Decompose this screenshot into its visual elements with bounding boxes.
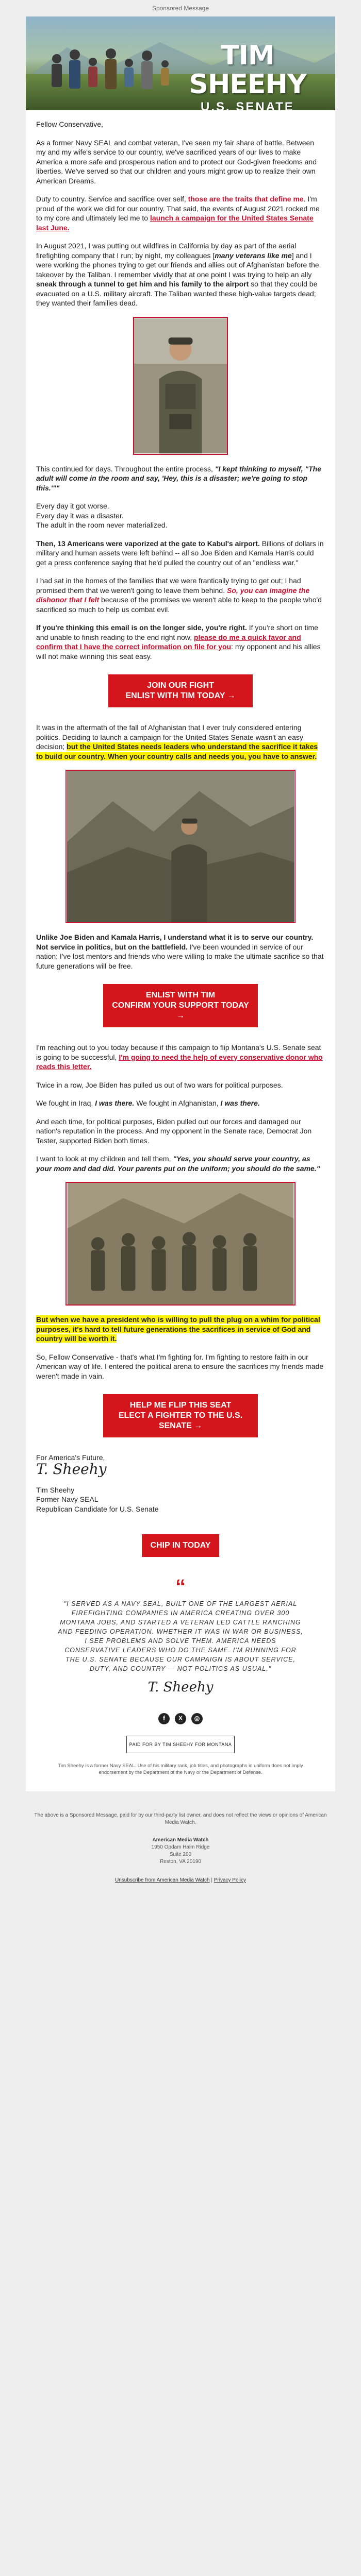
highlight: But when we have a president who is willing to pull the plug on a whim for political purposes, it's hard to tell future generations the sacrifices in service of God and country will be worth it.	[36, 1315, 320, 1343]
office-subtitle: U.S. SENATE	[201, 100, 294, 110]
text: We fought in Iraq,	[36, 1099, 95, 1107]
paragraph	[36, 623, 325, 661]
text: We fought in Afghanistan,	[134, 1099, 221, 1107]
instagram-icon[interactable]: ◎	[191, 1713, 203, 1724]
highlight: but the United States needs leaders who understand the sacrifice it takes to build our country. When your country calls and needs you, you have to answer.	[36, 742, 318, 760]
paragraph	[36, 194, 325, 232]
button-label: JOIN OUR FIGHT	[147, 681, 214, 690]
chip-in-button[interactable]	[142, 1534, 219, 1557]
paragraph	[36, 464, 325, 493]
join-fight-button[interactable]	[108, 674, 253, 707]
unsubscribe-link[interactable]: Unsubscribe from American Media Watch	[115, 1877, 210, 1883]
text: : my opponent and his allies will not make winning this seat easy.	[36, 642, 321, 660]
address-line: Reston, VA 20190	[160, 1859, 201, 1865]
paragraph	[36, 539, 325, 568]
text: because of the promises we weren't able to keep to the people who'd sacrificed so much to help us combat evil.	[36, 596, 322, 614]
mountain-soldier-photo	[65, 770, 296, 923]
company-name: American Media Watch	[152, 1837, 209, 1843]
signer-title: Former Navy SEAL	[36, 1495, 99, 1503]
text: Billions of dollars in military and human assets were left behind -- all so Joe Biden and Kamala Harris could get a press conference saying that he'd pulled the country out of an "endless war."	[36, 539, 324, 567]
squad-photo	[65, 1182, 296, 1306]
donor-help-link[interactable]: I'm going to need the help of every conservative donor who reads this letter.	[36, 1053, 323, 1071]
disclaimer: Tim Sheehy is a former Navy SEAL. Use of his military rank, job titles, and photographs in uniform does not imply endorsement by the Department of the Navy or the Department of Defense.	[58, 1763, 303, 1775]
address-line: Suite 200	[169, 1852, 192, 1857]
paragraph	[36, 241, 325, 308]
facebook-icon[interactable]: f	[158, 1713, 170, 1724]
paragraph: Twice in a row, Joe Biden has pulled us out of two wars for political purposes.	[36, 1080, 283, 1089]
paragraph: And each time, for political purposes, Biden pulled out our forces and damaged our nation's reputation in the process. And my opponent in the Senate race, Democrat Jon Tester, supported Biden both times.	[36, 1117, 312, 1145]
sponsor-note: The above is a Sponsored Message, paid for by our third-party list owner, and does not reflect the views or opinions of American Media Watch.	[34, 1812, 327, 1825]
sponsored-label: Sponsored Message	[152, 5, 209, 12]
confirm-info-link[interactable]: please do me a quick favor and confirm that I have the correct information on file for you	[36, 633, 301, 651]
emphasis: "I kept thinking to myself, "The adult will come in the room and say, 'Hey, this is a disaster; we're going to stop this.'""	[36, 464, 322, 492]
emphasis: If you're thinking this email is on the longer side, you're right.	[36, 623, 247, 632]
company-address	[0, 1837, 361, 1866]
text: Every day it got worse.	[36, 502, 109, 510]
emphasis: sneak through a tunnel to get him and his family to the airport	[36, 280, 249, 288]
quote-signature: T. Sheehy	[147, 1680, 214, 1695]
text: I had sat in the homes of the families that we were frantically trying to get out; I had promised them that we weren't going to leave them behind.	[36, 577, 301, 595]
candidate-name: TIM SHEEHY	[189, 40, 306, 100]
text: . I'm proud of the work we did for our country. That said, the events of August 2021 rocked me to my core and ultimately led me to	[36, 195, 320, 222]
footer	[0, 1812, 361, 1884]
privacy-policy-link[interactable]: Privacy Policy	[214, 1877, 246, 1883]
signer-name: Tim Sheehy	[36, 1485, 75, 1494]
enlist-button[interactable]	[103, 984, 258, 1027]
text: Duty to country. Service and sacrifice over self,	[36, 195, 188, 203]
paragraph	[36, 1154, 325, 1173]
text: This continued for days. Throughout the entire process,	[36, 464, 215, 473]
paragraph	[36, 501, 325, 530]
campaign-link[interactable]: launch a campaign for the United States Senate last June.	[36, 214, 314, 232]
paragraph	[36, 1043, 325, 1072]
separator: |	[209, 1877, 214, 1883]
email-body	[26, 16, 335, 1791]
quote-mark-icon: “	[175, 1575, 186, 1598]
letter-content	[26, 110, 335, 1791]
flip-seat-button[interactable]	[103, 1394, 258, 1437]
soldier-photo	[133, 317, 228, 455]
text: In August 2021, I was putting out wildfires in California by day as part of the aerial firefighting company that I run; by night, my colleagues [	[36, 242, 297, 260]
text: It was in the aftermath of the fall of Afghanistan that I ever truly considered entering politics. Deciding to launch a campaign for the United States Senate wasn't an easy decision;	[36, 723, 303, 751]
paragraph	[36, 1098, 325, 1108]
candidate-quote: "I SERVED AS A NAVY SEAL, BUILT ONE OF THE LARGEST AERIAL FIREFIGHTING COMPANIES IN AMERICA CREATING OVER 300 MONTANA JOBS, AND STARTED A VETERAN LED CATTLE RANCHING AND FEEDING OPERATION. WHETHER IT WAS IN WAR OR BUSINESS, I SEE PROBLEMS AND SOLVE THEM. AMERICA NEEDS CONSERVATIVE LEADERS WHO DO THE SAME. I'M RUNNING FOR THE U.S. SENATE BECAUSE OUR CAMPAIGN IS ABOUT SERVICE, DUTY, AND COUNTRY — NOT POLITICS AS USUAL."	[58, 1600, 303, 1672]
text: ] and I were working the phones trying to get our friends and allies out of Afghanistan before the takeover by the Taliban. I remember vividly that at one point I was trying to help an ally	[36, 251, 319, 279]
emphasis: I was there.	[220, 1099, 260, 1107]
text: If you're short on time and unable to finish reading to the end right now,	[36, 623, 318, 641]
quote-box	[57, 1575, 304, 1695]
greeting: Fellow Conservative,	[36, 120, 103, 128]
paragraph	[36, 933, 325, 971]
paid-for-box: PAID FOR BY TIM SHEEHY FOR MONTANA	[126, 1736, 235, 1754]
button-label: ENLIST WITH TIM	[145, 991, 216, 999]
paragraph	[36, 576, 325, 614]
button-label: HELP ME FLIP THIS SEAT	[129, 1401, 232, 1410]
text: I want to look at my children and tell them,	[36, 1155, 173, 1163]
family-photo	[41, 38, 180, 100]
x-icon[interactable]: X	[175, 1713, 186, 1724]
text: The adult in the room never materialized.	[36, 521, 168, 529]
text: Every day it was a disaster.	[36, 511, 124, 520]
banner-title	[175, 41, 320, 110]
signature: T. Sheehy	[36, 1460, 107, 1478]
button-label: ENLIST WITH TIM TODAY →	[125, 691, 236, 700]
text: I'm reaching out to you today because if this campaign to flip Montana's U.S. Senate seat is going to be successful,	[36, 1043, 321, 1061]
emphasis: Unlike Joe Biden and Kamala Harris, I understand what it is to serve our country. Not service in politics, but on the battlefield.	[36, 933, 314, 951]
text: I've been wounded in service of our nation; I've lost mentors and friends who were willing to make the ultimate sacrifice so that future generations will be free.	[36, 942, 324, 970]
paragraph	[36, 1315, 325, 1344]
text: so that they could be evacuated on a U.S. military aircraft. The Taliban wanted these high-value targets dead; they wanted their families dead.	[36, 280, 318, 307]
header-banner	[26, 16, 335, 110]
emphasis: "Yes, you should serve your country, as your mom and dad did. Your parents put on the uniform; you should do the same."	[36, 1155, 320, 1173]
button-label: CHIP IN TODAY	[150, 1541, 211, 1550]
signer-title: Republican Candidate for U.S. Senate	[36, 1504, 159, 1513]
emphasis: I was there.	[95, 1099, 135, 1107]
paragraph: So, Fellow Conservative - that's what I'm fighting for. I'm fighting to restore faith in our American way of life. I entered the political arena to ensure the sacrifices my friends made weren't made in vain.	[36, 1352, 324, 1380]
footer-links	[0, 1877, 361, 1884]
emphasis: many veterans like me	[215, 251, 292, 260]
button-label: CONFIRM YOUR SUPPORT TODAY →	[112, 1001, 249, 1020]
closing: For America's Future,	[36, 1453, 105, 1462]
social-links	[36, 1713, 325, 1724]
emphasis: So, you can imagine the dishonor that I felt	[36, 586, 310, 604]
emphasis: Then, 13 Americans were vaporized at the gate to Kabul's airport.	[36, 539, 260, 548]
paragraph: As a former Navy SEAL and combat veteran, I've seen my fair share of battle. Between my and my wife's service to our country, we've sacrificed years of our lives to make America a more safe and prosperous nation and to protect our God-given freedoms and liberties. We've served so that our children and yours might grow up to realize their own American Dreams.	[36, 138, 317, 185]
signature-block	[36, 1453, 325, 1514]
address-line: 1950 Opdam Haim Ridge	[151, 1844, 210, 1850]
button-label: ELECT A FIGHTER TO THE U.S. SENATE →	[118, 1411, 243, 1430]
paragraph	[36, 723, 325, 761]
emphasis: those are the traits that define me	[188, 195, 304, 203]
